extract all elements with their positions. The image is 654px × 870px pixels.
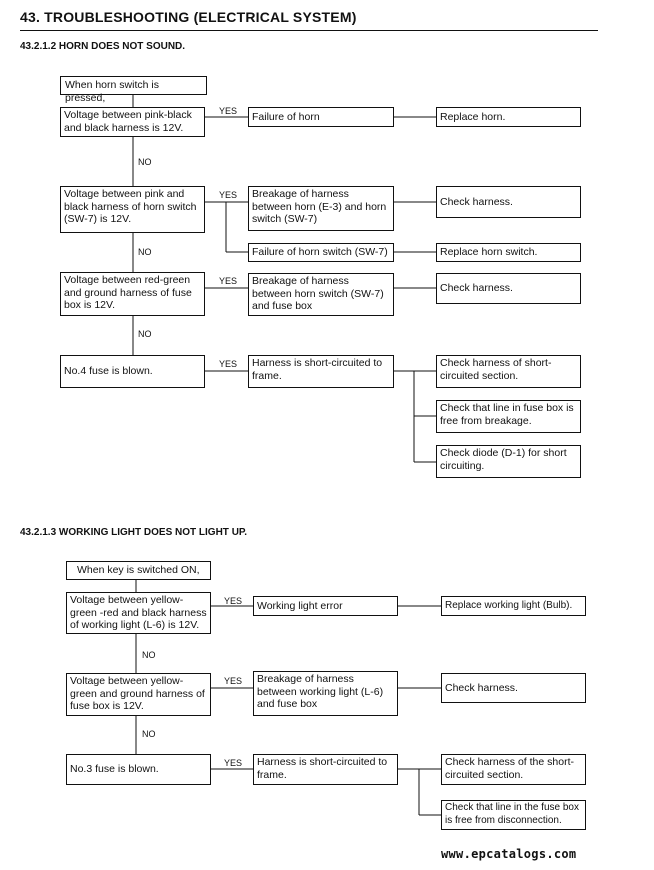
yes-label: YES [219, 359, 238, 369]
yes-label: YES [224, 758, 243, 768]
start-box-horn: When horn switch is pressed, [60, 76, 207, 95]
cause-box-1: Working light error [253, 596, 398, 616]
check-box-4: No.4 fuse is blown. [60, 355, 205, 388]
no-label: NO [138, 157, 152, 167]
remedy-box-1: Replace working light (Bulb). [441, 596, 586, 616]
cause-box-2: Breakage of harness between horn (E-3) and horn switch (SW-7) [248, 186, 394, 231]
remedy-box-7: Check diode (D-1) for short circuiting. [436, 445, 581, 478]
no-label: NO [138, 247, 152, 257]
no-label: NO [142, 729, 156, 739]
remedy-box-1: Replace horn. [436, 107, 581, 127]
watermark: www.epcatalogs.com [441, 847, 577, 861]
yes-label: YES [219, 106, 238, 116]
cause-box-2: Breakage of harness between working light (L-6) and fuse box [253, 671, 398, 716]
no-label: NO [142, 650, 156, 660]
cause-box-3: Harness is short-circuited to frame. [253, 754, 398, 785]
remedy-box-2: Check harness. [436, 186, 581, 218]
cause-box-1: Failure of horn [248, 107, 394, 127]
yes-label: YES [224, 676, 243, 686]
remedy-box-4: Check that line in the fuse box is free from disconnection. [441, 800, 586, 830]
check-box-1: Voltage between yellow-green -red and black harness of working light (L-6) is 12V. [66, 592, 211, 634]
check-box-1: Voltage between pink-black and black harness is 12V. [60, 107, 205, 137]
check-box-3: No.3 fuse is blown. [66, 754, 211, 785]
yes-label: YES [219, 276, 238, 286]
section-title-working-light: 43.2.1.3 WORKING LIGHT DOES NOT LIGHT UP. [20, 527, 248, 538]
no-label: NO [138, 329, 152, 339]
page-title: 43. TROUBLESHOOTING (ELECTRICAL SYSTEM) [20, 9, 357, 25]
remedy-box-3: Check harness of the short-circuited section. [441, 754, 586, 785]
remedy-box-2: Check harness. [441, 673, 586, 703]
cause-box-4: Breakage of harness between horn switch (SW-7) and fuse box [248, 273, 394, 316]
check-box-3: Voltage between red-green and ground harness of fuse box is 12V. [60, 272, 205, 316]
title-underline [20, 30, 598, 31]
yes-label: YES [219, 190, 238, 200]
section-title-horn: 43.2.1.2 HORN DOES NOT SOUND. [20, 41, 186, 52]
remedy-box-3: Replace horn switch. [436, 243, 581, 262]
start-box-working-light: When key is switched ON, [66, 561, 211, 580]
cause-box-5: Harness is short-circuited to frame. [248, 355, 394, 388]
check-box-2: Voltage between yellow-green and ground harness of fuse box is 12V. [66, 673, 211, 716]
cause-box-3: Failure of horn switch (SW-7) [248, 243, 394, 262]
yes-label: YES [224, 596, 243, 606]
remedy-box-4: Check harness. [436, 273, 581, 304]
check-box-2: Voltage between pink and black harness of horn switch (SW-7) is 12V. [60, 186, 205, 233]
remedy-box-5: Check harness of short-circuited section. [436, 355, 581, 388]
remedy-box-6: Check that line in fuse box is free from breakage. [436, 400, 581, 433]
